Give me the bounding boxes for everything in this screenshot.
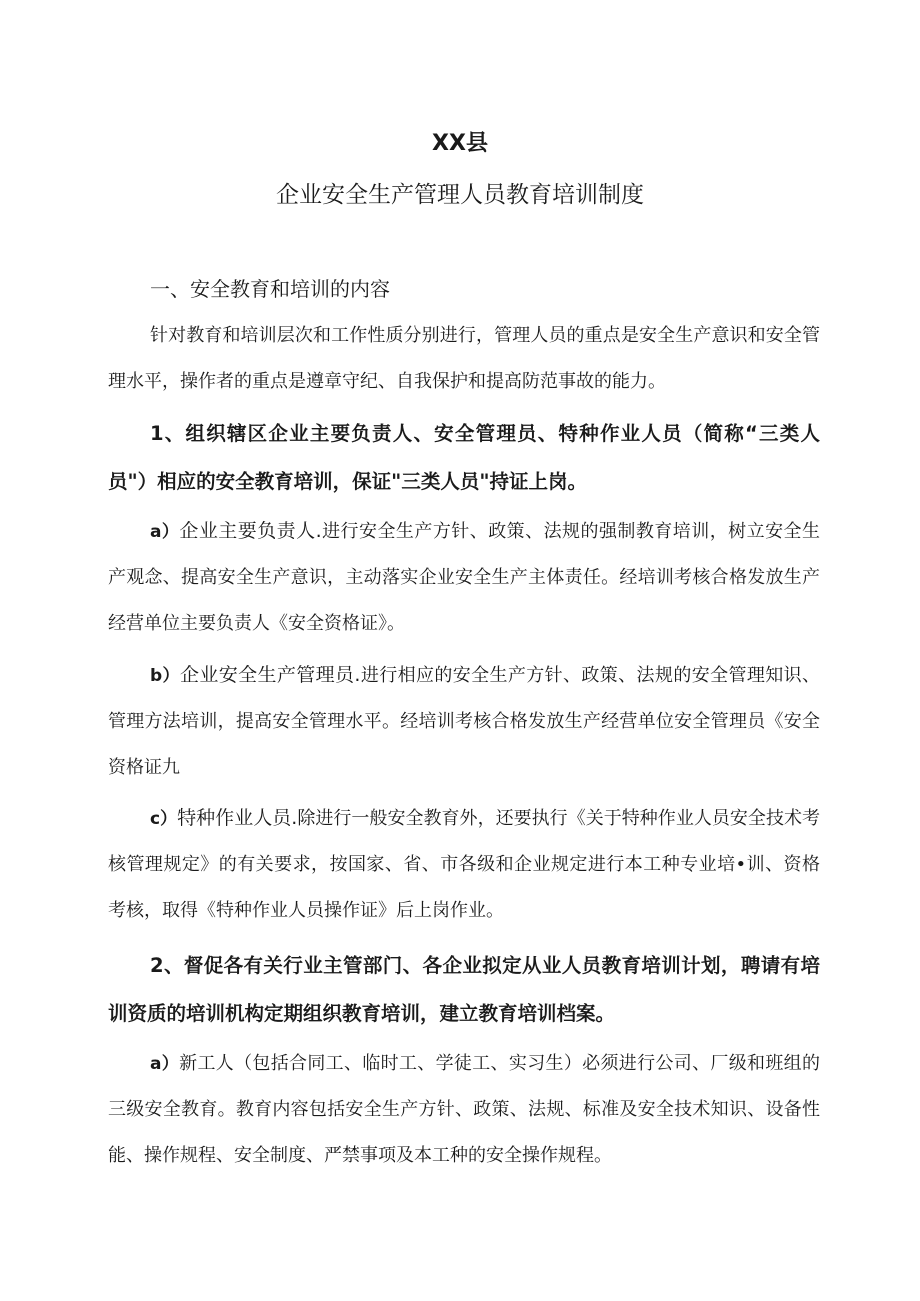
item-2-heading (108, 942, 820, 1038)
item-1a-text: 进行安全生产方针、政策、法规的强制教育培训，树立安全生产观念、提高安全生产意识，主动落实企业安全生产主体责任。经培训考核合格发放生产经营单位主要负责人《安全资格证》。 (108, 521, 820, 634)
document-title: 企业安全生产管理人员教育培训制度 (276, 182, 644, 208)
item-1b-mark: b） (150, 666, 180, 686)
item-2a-text: 新工人（包括合同工、临时工、学徒工、实习生）必须进行公司、厂级和班组的三级安全教育。教育内容包括安全生产方针、政策、法规、标准及安全技术知识、设备性能、操作规程、安全制度、严禁事项及本工种的安全操作规程。 (108, 1053, 820, 1166)
item-1a-paragraph (108, 508, 820, 647)
intro-paragraph (108, 313, 820, 405)
item-1c-paragraph (108, 795, 820, 934)
item-1b-paragraph (108, 652, 820, 791)
item-1b-text: 进行相应的安全生产方针、政策、法规的安全管理知识、管理方法培训，提高安全管理水平。经培训考核合格发放生产经营单位安全管理员《安全资格证九 (108, 665, 821, 778)
item-2a-paragraph (108, 1041, 820, 1179)
item-1b-lead: 企业安全生产管理员. (179, 664, 361, 686)
item-1c-lead: 特种作业人员. (177, 807, 298, 829)
document-title-county: XX县 (432, 131, 488, 156)
item-1-heading (108, 410, 820, 506)
section-heading: 一、安全教育和培训的内容 (150, 277, 390, 301)
item-1a-mark: a） (150, 522, 180, 542)
intro-text: 针对教育和培训层次和工作性质分别进行，管理人员的重点是安全生产意识和安全管理水平，操作者的重点是遵章守纪、自我保护和提高防范事故的能力。 (108, 325, 820, 392)
item-1-heading-text: 1、组织辖区企业主要负责人、安全管理员、特种作业人员（简称“三类人员"）相应的安全教育培训，保证"三类人员"持证上岗。 (108, 422, 820, 493)
item-1a-lead: 企业主要负责人. (179, 520, 322, 542)
item-2a-mark: a） (150, 1054, 180, 1074)
item-1c-text: 除进行一般安全教育外，还要执行《关于特种作业人员安全技术考核管理规定》的有关要求，按国家、省、市各级和企业规定进行本工种专业培•训、资格考核，取得《特种作业人员操作证》后上岗作业。 (108, 808, 820, 921)
item-2-heading-text: 2、督促各有关行业主管部门、各企业拟定从业人员教育培训计划，聘请有培训资质的培训机构定期组织教育培训，建立教育培训档案。 (108, 954, 820, 1025)
item-1c-mark: c） (150, 809, 178, 829)
